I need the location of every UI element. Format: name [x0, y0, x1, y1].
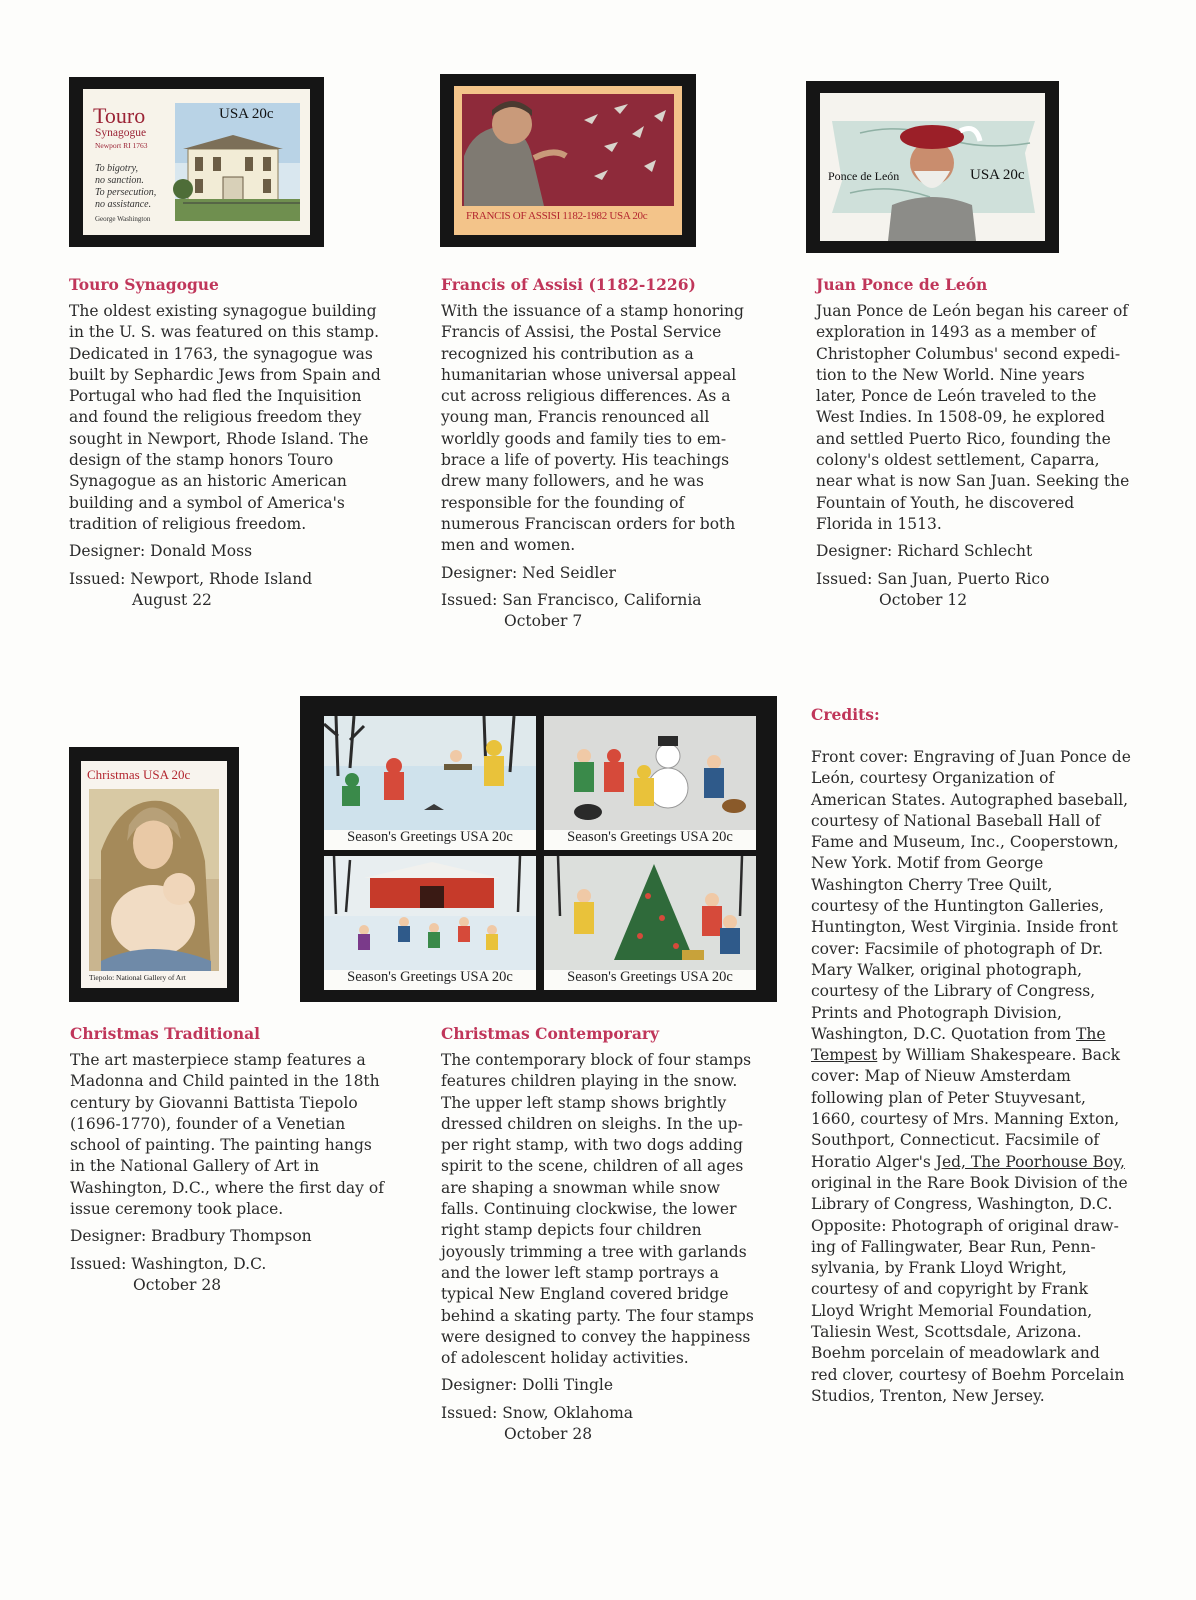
contemporary-designer: Designer: Dolli Tingle — [441, 1376, 614, 1395]
contemporary-stamp-sleighs — [324, 716, 536, 850]
ponce-stamp-mount — [806, 81, 1059, 253]
touro-quote-1: To bigotry, — [95, 163, 138, 174]
assisi-heading: Francis of Assisi (1182-1226) — [441, 275, 696, 294]
snowman-caption: Season's Greetings USA 20c — [567, 829, 733, 845]
assisi-stamp — [454, 86, 682, 235]
bridge-caption: Season's Greetings USA 20c — [347, 969, 513, 985]
ponce-designer: Designer: Richard Schlecht — [816, 542, 1033, 561]
traditional-date: October 28 — [133, 1275, 222, 1294]
madonna-and-child-illustration — [81, 761, 227, 988]
traditional-issued: Issued: Washington, D.C. — [70, 1254, 267, 1273]
contemporary-date: October 28 — [504, 1425, 593, 1444]
touro-stamp-mount — [69, 77, 324, 247]
assisi-date: October 7 — [504, 612, 583, 631]
sleighs-caption: Season's Greetings USA 20c — [347, 829, 513, 845]
touro-designer: Designer: Donald Moss — [69, 542, 253, 561]
assisi-caption: FRANCIS OF ASSISI 1182-1982 USA 20c — [466, 210, 648, 222]
ponce-stamp — [820, 93, 1045, 241]
contemporary-stamp-snowman — [544, 716, 756, 850]
tempest-title: The — [1076, 1024, 1106, 1043]
contemporary-block-mount — [300, 696, 777, 1002]
contemporary-issued: Issued: Snow, Oklahoma — [441, 1403, 634, 1422]
traditional-stamp — [81, 761, 227, 988]
tree-caption: Season's Greetings USA 20c — [567, 969, 733, 985]
traditional-footer: Tiepolo: National Gallery of Art — [89, 973, 186, 982]
touro-attribution: George Washington — [95, 215, 151, 223]
traditional-heading: Christmas Traditional — [70, 1024, 261, 1043]
touro-issued: Issued: Newport, Rhode Island — [69, 569, 313, 588]
contemporary-stamp-tree — [544, 856, 756, 990]
assisi-stamp-mount — [440, 74, 696, 247]
ponce-denomination: USA 20c — [970, 167, 1025, 183]
traditional-header: Christmas USA 20c — [87, 767, 191, 782]
ponce-issued: Issued: San Juan, Puerto Rico — [816, 569, 1050, 588]
touro-date: August 22 — [132, 590, 212, 609]
ponce-name: Ponce de León — [828, 169, 900, 183]
traditional-article — [70, 1024, 420, 1296]
touro-quote-3: To persecution, — [95, 187, 157, 198]
credits-body: Front cover: Engraving of Juan Ponce de León, courtesy Organization of American States. Autographed baseball, courtesy of National Baseball Hall of Fame and Museum, Inc., Cooperstown, New York. Motif from George Washington Cherry Tree Quilt, courtesy of the Huntington Galleries, Huntington, West Virginia. Inside front cover: Facsimile of photograph of Dr. Mary Walker, original photograph, courtesy of the Library of Congress, Prints and Photograph Division, Washington, D.C. Quotation from The Tempest by William Shakespeare. Back cover: Map of Nieuw Amsterdam following plan of Peter Stuyvesant, 1660, courtesy of Mrs. Manning Exton, Southport, Connecticut. Facsimile of Horatio Alger's Jed, The Poorhouse Boy, original in the Rare Book Division of the Library of Congress, Washington, D.C. Opposite: Photograph of original draw- ing of Fallingwater, Bear Run, Penn- sylvania, by Frank Lloyd Wright, courtesy of and copyright by Frank Lloyd Wright Memorial Foundation, Taliesin West, Scottsdale, Arizona. Boehm porcelain of meadowlark and red clover, courtesy of Boehm Porcelain Studios, Trenton, New Jersey. — [811, 748, 1131, 1405]
touro-title: Touro — [93, 103, 146, 128]
ponce-heading: Juan Ponce de León — [816, 275, 988, 294]
traditional-stamp-mount — [69, 747, 239, 1002]
touro-quote-4: no assistance. — [95, 199, 152, 210]
touro-heading: Touro Synagogue — [69, 275, 219, 294]
touro-denomination: USA 20c — [219, 106, 274, 122]
touro-body: The oldest existing synagogue building in the U. S. was featured on this stamp. Dedicated in 1763, the synagogue was built by Sephardic Jews from Spain and Portugal who had fled the Inquisition and found the religious freedom they sought in Newport, Rhode Island. The design of the stamp honors Touro Synagogue as an historic American building and a symbol of America's tradition of religious freedom. — [69, 302, 381, 533]
jed-poorhouse-title: Jed, The Poorhouse Boy, — [935, 1152, 1125, 1171]
touro-stamp — [83, 89, 310, 235]
credits-section — [811, 705, 1171, 1407]
tempest-title-cont: Tempest — [811, 1046, 878, 1065]
ponce-body: Juan Ponce de León began his career of exploration in 1493 as a member of Christopher Columbus' second expedi- tion to the New World. Nine years later, Ponce de León traveled to the West Indies. In 1508-09, he explored and settled Puerto Rico, founding the colony's oldest settlement, Caparra, near what is now San Juan. Seeking the Fountain of Youth, he discovered Florida in 1513. — [816, 302, 1130, 533]
credits-heading: Credits: — [811, 705, 880, 724]
assisi-designer: Designer: Ned Seidler — [441, 563, 616, 582]
touro-article — [69, 275, 409, 611]
contemporary-body: The contemporary block of four stamps features children playing in the snow. The upper left stamp shows brightly dressed children on sleighs. In the up- per right stamp, with two dogs adding spirit to the scene, children of all ages are shaping a snowman while snow falls. Continuing clockwise, the lower right stamp depicts four children joyously trimming a tree with garlands and the lower left stamp portrays a typical New England covered bridge behind a skating party. The four stamps were designed to convey the happiness of adolescent holiday activities. — [441, 1051, 754, 1368]
assisi-issued: Issued: San Francisco, California — [441, 590, 702, 609]
touro-location: Newport RI 1763 — [95, 141, 148, 150]
assisi-body: With the issuance of a stamp honoring Francis of Assisi, the Postal Service recognized his contribution as a humanitarian whose universal appeal cut across religious differences. As a young man, Francis renounced all worldly goods and family ties to em- brace a life of poverty. His teachings drew many followers, and he was responsible for the founding of numerous Franciscan orders for both men and women. — [441, 302, 744, 555]
traditional-designer: Designer: Bradbury Thompson — [70, 1227, 312, 1246]
ponce-date: October 12 — [879, 590, 968, 609]
ponce-article — [816, 275, 1166, 611]
touro-quote-2: no sanction. — [95, 175, 144, 186]
contemporary-stamp-bridge — [324, 856, 536, 990]
touro-subtitle: Synagogue — [95, 127, 147, 139]
traditional-body: The art masterpiece stamp features a Madonna and Child painted in the 18th century by Giovanni Battista Tiepolo (1696-1770), founder of a Venetian school of painting. The painting hangs in the National Gallery of Art in Washington, D.C., where the first day of issue ceremony took place. — [70, 1051, 384, 1219]
assisi-article — [441, 275, 781, 632]
contemporary-heading: Christmas Contemporary — [441, 1024, 660, 1043]
contemporary-article — [441, 1024, 791, 1445]
